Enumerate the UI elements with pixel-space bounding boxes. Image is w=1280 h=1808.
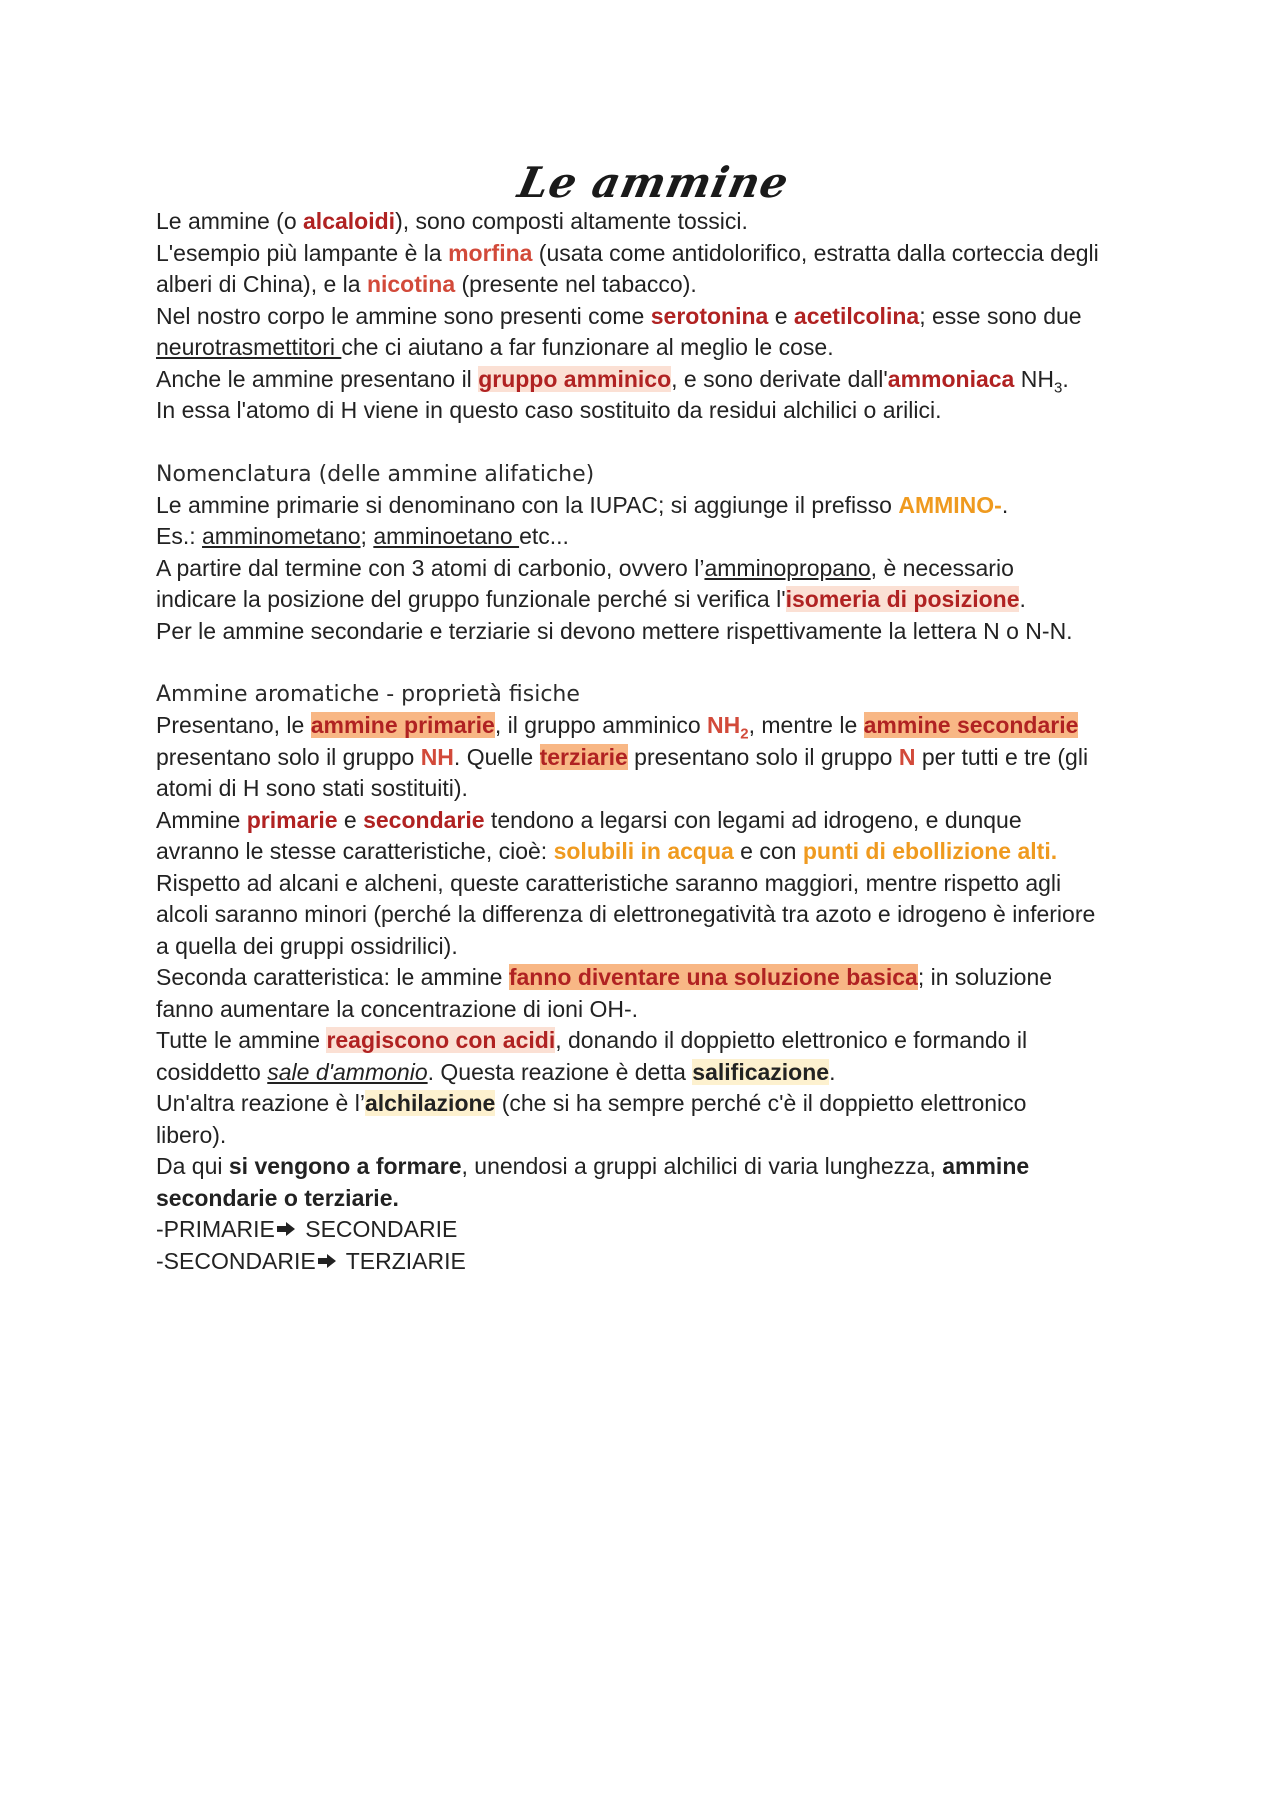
text-run: e	[337, 806, 364, 833]
text-run: (presente nel tabacco).	[455, 271, 697, 297]
highlighted-text: neurotrasmettitori	[156, 334, 342, 360]
text-run: Per le ammine secondarie e terziarie si devono mettere rispettivamente la lettera N o N-N.	[156, 617, 1073, 644]
text-run: ), sono composti altamente tossici.	[395, 208, 748, 234]
ammine-aromatiche-paragraph	[156, 710, 1136, 1277]
highlighted-text: secondarie	[363, 806, 485, 833]
text-line	[156, 962, 1136, 994]
text-run: fanno aumentare la concentrazione di ioni OH-.	[156, 995, 639, 1022]
text-run: .	[1001, 491, 1009, 518]
text-run: .	[1019, 586, 1026, 612]
highlighted-text: ammine primarie	[310, 712, 495, 738]
text-line	[156, 710, 1136, 742]
text-run: presentano solo il gruppo	[156, 743, 421, 770]
highlighted-text: reagiscono con acidi	[326, 1027, 556, 1053]
text-run: -SECONDARIE	[156, 1247, 316, 1274]
text-run: ;	[360, 523, 374, 549]
nomenclatura-paragraph	[156, 490, 1136, 648]
text-run: A partire dal termine con 3 atomi di carbonio, ovvero l’	[156, 554, 705, 581]
highlighted-text: alcaloidi	[303, 208, 396, 234]
text-line	[156, 1088, 1136, 1120]
text-run: .	[829, 1058, 836, 1085]
highlighted-text: ammine	[942, 1153, 1030, 1179]
text-line	[156, 616, 1136, 648]
arrow-right-icon	[318, 1254, 336, 1268]
text-run: (usata come antidolorifico, estratta dalla corteccia degli	[532, 239, 1099, 266]
text-line	[156, 931, 1136, 963]
text-line	[156, 1057, 1136, 1089]
text-line	[156, 269, 1136, 301]
highlighted-text: N	[898, 743, 916, 770]
highlighted-text: acetilcolina	[793, 302, 920, 329]
text-line	[156, 1214, 1136, 1246]
text-run: Ammine	[156, 806, 247, 833]
text-line	[156, 206, 1136, 238]
text-run: . Quelle	[453, 743, 540, 770]
text-run: Es.:	[156, 523, 203, 549]
arrow-right-icon	[277, 1222, 295, 1236]
text-run: TERZIARIE	[339, 1247, 466, 1274]
text-run: atomi di H sono stati sostituiti).	[156, 775, 468, 801]
text-line	[156, 1246, 1136, 1278]
highlighted-text: fanno diventare una soluzione basica	[508, 964, 918, 990]
highlighted-text: solubili in acqua	[553, 838, 734, 864]
text-run: (che si ha sempre perché c'è il doppietto elettronico	[495, 1090, 1027, 1116]
text-run: che ci aiutano a far funzionare al meglio le cose.	[341, 334, 834, 360]
section-heading-nomenclatura: Nomenclatura (delle ammine alifatiche)	[156, 461, 595, 487]
text-run: a quella dei gruppi ossidrilici).	[156, 932, 458, 959]
text-line	[156, 1025, 1136, 1057]
text-line	[156, 395, 1136, 427]
text-run: presentano solo il gruppo	[627, 743, 899, 770]
highlighted-text: nicotina	[366, 271, 456, 297]
text-run: ; esse sono due	[919, 302, 1082, 329]
text-run: Presentano, le	[156, 712, 311, 738]
text-line	[156, 490, 1136, 522]
text-run: etc...	[519, 523, 569, 549]
text-run: Le ammine primarie si denominano con la IUPAC; si aggiunge il prefisso	[156, 491, 899, 518]
text-run: Seconda caratteristica: le ammine	[156, 964, 509, 990]
text-line	[156, 773, 1136, 805]
text-run: ; in soluzione	[917, 964, 1053, 990]
text-line	[156, 238, 1136, 270]
text-line	[156, 332, 1136, 364]
text-run: tendono a legarsi con legami ad idrogeno, e dunque	[484, 806, 1022, 833]
text-run: Anche le ammine presentano il	[156, 365, 479, 392]
highlighted-text: terziarie	[539, 743, 628, 770]
text-line	[156, 805, 1136, 837]
text-run: cosiddetto	[156, 1058, 268, 1085]
text-run: SECONDARIE	[298, 1216, 458, 1242]
text-run: , il gruppo amminico	[494, 712, 708, 738]
text-run: NH	[1014, 365, 1054, 392]
text-run: , è necessario	[870, 554, 1014, 581]
highlighted-text: primarie	[246, 806, 338, 833]
text-run: avranno le stesse caratteristiche, cioè:	[156, 838, 554, 864]
text-run: e con	[733, 838, 803, 864]
text-run: Nel nostro corpo le ammine sono presenti come	[156, 302, 651, 329]
highlighted-text: salificazione	[692, 1058, 830, 1085]
text-line	[156, 836, 1136, 868]
text-line	[156, 584, 1136, 616]
highlighted-text: serotonina	[650, 302, 769, 329]
text-run: , e sono derivate dall'	[671, 365, 888, 392]
text-line	[156, 1120, 1136, 1152]
text-line	[156, 521, 1136, 553]
highlighted-text: isomeria di posizione	[785, 586, 1020, 612]
text-run: e	[768, 302, 794, 329]
text-line	[156, 899, 1136, 931]
text-line	[156, 1183, 1136, 1215]
text-run: Le ammine (o	[156, 208, 304, 234]
text-run: alberi di China), e la	[156, 271, 367, 297]
highlighted-text: morfina	[448, 239, 533, 266]
text-run: Un'altra reazione è l’	[156, 1090, 365, 1116]
text-run: alcoli saranno minori (perché la differenza di elettronegatività tra azoto e idrogeno è inferiore	[156, 901, 1096, 927]
highlighted-text: AMMINO-	[898, 491, 1002, 518]
text-run: indicare la posizione del gruppo funzionale perché si verifica l'	[156, 586, 786, 612]
text-line	[156, 364, 1136, 396]
highlighted-text: amminometano	[202, 523, 361, 549]
text-run: -PRIMARIE	[156, 1216, 275, 1242]
document-page	[156, 160, 1136, 1277]
text-run: .	[1062, 365, 1069, 392]
highlighted-text: alchilazione	[364, 1090, 496, 1116]
highlighted-text: secondarie o terziarie.	[156, 1184, 399, 1211]
highlighted-text: NH	[420, 743, 454, 770]
highlighted-text: NH	[707, 712, 741, 738]
highlighted-text: sale d'ammonio	[267, 1058, 428, 1085]
subscript: 2	[740, 725, 749, 743]
text-line	[156, 553, 1136, 585]
spacer	[156, 427, 1136, 458]
highlighted-text: ammine secondarie	[863, 712, 1079, 738]
text-run: L'esempio più lampante è la	[156, 239, 449, 266]
text-run: , donando il doppietto elettronico e formando il	[555, 1027, 1028, 1053]
text-run: , unendosi a gruppi alchilici di varia lunghezza,	[461, 1153, 943, 1179]
text-run: Rispetto ad alcani e alcheni, queste caratteristiche saranno maggiori, mentre rispetto agli	[156, 869, 1062, 896]
text-line	[156, 994, 1136, 1026]
highlighted-text: ammoniaca	[887, 365, 1015, 392]
text-run: Da qui	[156, 1153, 229, 1179]
text-run: In essa l'atomo di H viene in questo caso sostituito da residui alchilici o arilici.	[156, 397, 942, 423]
subscript: 3	[1053, 379, 1063, 397]
text-line	[156, 1151, 1136, 1183]
text-run: . Questa reazione è detta	[427, 1058, 693, 1085]
highlighted-text: amminopropano	[704, 554, 871, 581]
spacer	[156, 647, 1136, 678]
text-line	[156, 301, 1136, 333]
page-title: Le ammine	[514, 158, 794, 207]
text-run: Tutte le ammine	[156, 1027, 327, 1053]
text-line	[156, 742, 1136, 774]
highlighted-text: si vengono a formare	[228, 1153, 462, 1179]
text-run: libero).	[156, 1121, 227, 1148]
highlighted-text: amminoetano	[373, 523, 520, 549]
highlighted-text: gruppo amminico	[478, 365, 672, 392]
text-line	[156, 868, 1136, 900]
text-run: , mentre le	[748, 712, 864, 738]
intro-paragraph	[156, 206, 1136, 427]
text-run: per tutti e tre (gli	[915, 743, 1089, 770]
highlighted-text: punti di ebollizione alti.	[802, 838, 1058, 864]
section-heading-ammine-aromatiche: Ammine aromatiche - proprietà fisiche	[156, 682, 580, 707]
